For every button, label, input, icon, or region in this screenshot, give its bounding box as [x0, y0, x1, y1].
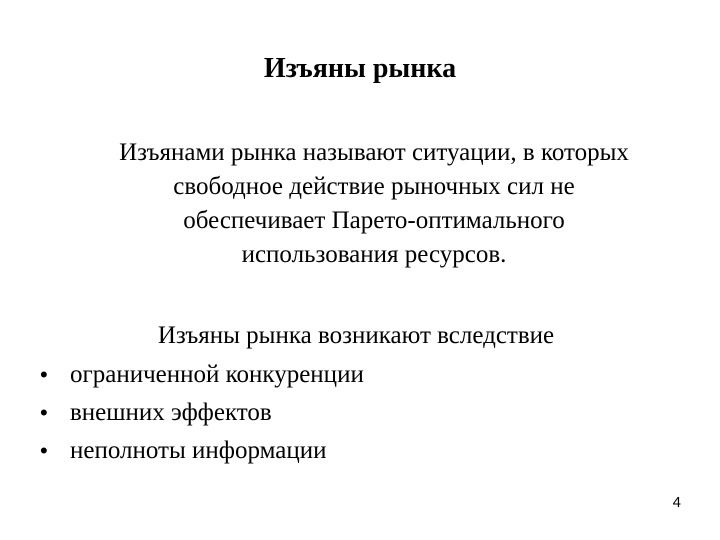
- page-number: 4: [672, 494, 681, 511]
- bullet-icon: •: [40, 400, 48, 425]
- list-item-text: ограниченной конкуренции: [70, 361, 364, 388]
- slide-title: Изъяны рынка: [263, 53, 457, 84]
- bullet-icon: •: [40, 438, 48, 463]
- causes-intro: Изъяны рынка возникают вследствие: [157, 322, 555, 349]
- list-item: [40, 358, 364, 396]
- list-item-text: неполноты информации: [70, 437, 327, 464]
- causes-list: [40, 358, 364, 472]
- bullet-icon: •: [40, 362, 48, 387]
- definition-line: Изъянами рынка называют ситуации, в которых: [119, 139, 629, 166]
- list-item: [40, 396, 364, 434]
- list-item-text: внешних эффектов: [70, 399, 272, 426]
- definition-line: обеспечивает Парето-оптимального: [183, 207, 565, 234]
- definition-line: свободное действие рыночных сил не: [173, 173, 575, 200]
- list-item: [40, 434, 364, 472]
- definition-line: использования ресурсов.: [241, 241, 507, 268]
- definition-paragraph: [74, 136, 674, 272]
